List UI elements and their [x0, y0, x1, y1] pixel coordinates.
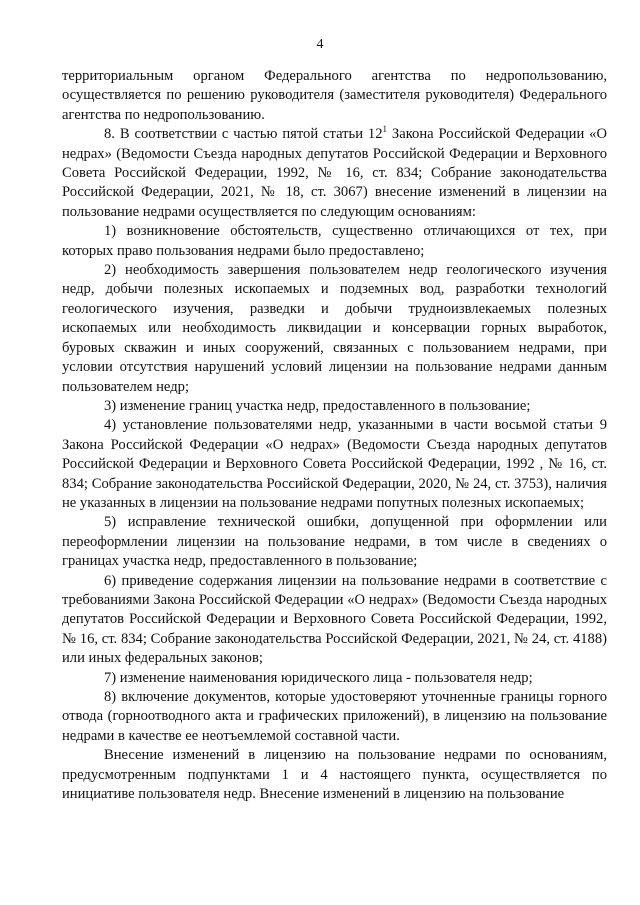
subitem-2: 2) необходимость завершения пользователем недр геологического изучения недр, добычи полезных ископаемых и подземных вод, разработки технологий геологического изучения, разведки и добычи трудноизвлекаемых полезных ископаемых или необходимость ликвидации и консервации горных выработок, буровых скважин и иных сооружений, связанных с пользованием недрами, при условии отсутствия нарушений условий лицензии на пользование недрами данным пользователем недр;	[62, 262, 607, 395]
paragraph-continuation: территориальным органом Федерального агентства по недропользованию, осуществляется по решению руководителя (заместителя руководителя) Федерального агентства по недропользованию.	[62, 68, 607, 123]
subitem-3: 3) изменение границ участка недр, предоставленного в пользование;	[104, 397, 531, 414]
document-body	[62, 67, 607, 804]
subitem-4: 4) установление пользователями недр, указанными в части восьмой статьи 9 Закона Российской Федерации «О недрах» (Ведомости Съезда народных депутатов Российской Федерации и Верховного Совета Российской Федерации, 1992 , № 16, ст. 834; Собрание законодательства Российской Федерации, 2020, № 24, ст. 3753), наличия не указанных в лицензии на пользование недрами попутных полезных ископаемых;	[62, 417, 607, 511]
subitem-8: 8) включение документов, которые удостоверяют уточненные границы горного отвода (горноотводного акта и графических приложений), в лицензию на пользование недрами в качестве ее неотъемлемой составной части.	[62, 689, 607, 744]
page-number: 4	[316, 37, 324, 52]
closing-paragraph: Внесение изменений в лицензию на пользование недрами по основаниям, предусмотренным подпунктами 1 и 4 настоящего пункта, осуществляется по инициативе пользователя недр. Внесение изменений в лицензию на пользование	[62, 747, 607, 803]
subitem-1: 1) возникновение обстоятельств, существенно отличающихся от тех, при которых право пользования недрами было предоставлено;	[62, 223, 607, 259]
subitem-6: 6) приведение содержания лицензии на пользование недрами в соответствие с требованиями Закона Российской Федерации «О недрах» (Ведомости Съезда народных депутатов Российской Федерации и Верховного Совета Российской Федерации, 1992, № 16, ст. 834; Собрание законодательства Российской Федерации, 2021, № 24, ст. 4188) или иных федеральных законов;	[62, 572, 607, 667]
paragraph-item-8	[62, 125, 607, 222]
paragraph-item-8-rest: Закона Российской Федерации «О недрах» (Ведомости Съезда народных депутатов Российской Федерации и Верховного Совета Российской Федерации, 1992, № 16, ст. 834; Собрание законодательства Российской Федерации, 2021, № 18, ст. 3067) внесение изменений в лицензии на пользование недрами осуществляется по следующим основаниям:	[62, 126, 607, 220]
article-superscript: 1	[382, 124, 388, 135]
subitem-5: 5) исправление технической ошибки, допущенной при оформлении или переоформлении лицензии на пользование недрами, в том числе в сведениях о границах участка недр, предоставленного в пользование;	[62, 514, 607, 570]
subitem-7: 7) изменение наименования юридического лица - пользователя недр;	[104, 669, 533, 686]
paragraph-item-8-lead: 8. В соответствии с частью пятой статьи 12	[104, 126, 383, 143]
